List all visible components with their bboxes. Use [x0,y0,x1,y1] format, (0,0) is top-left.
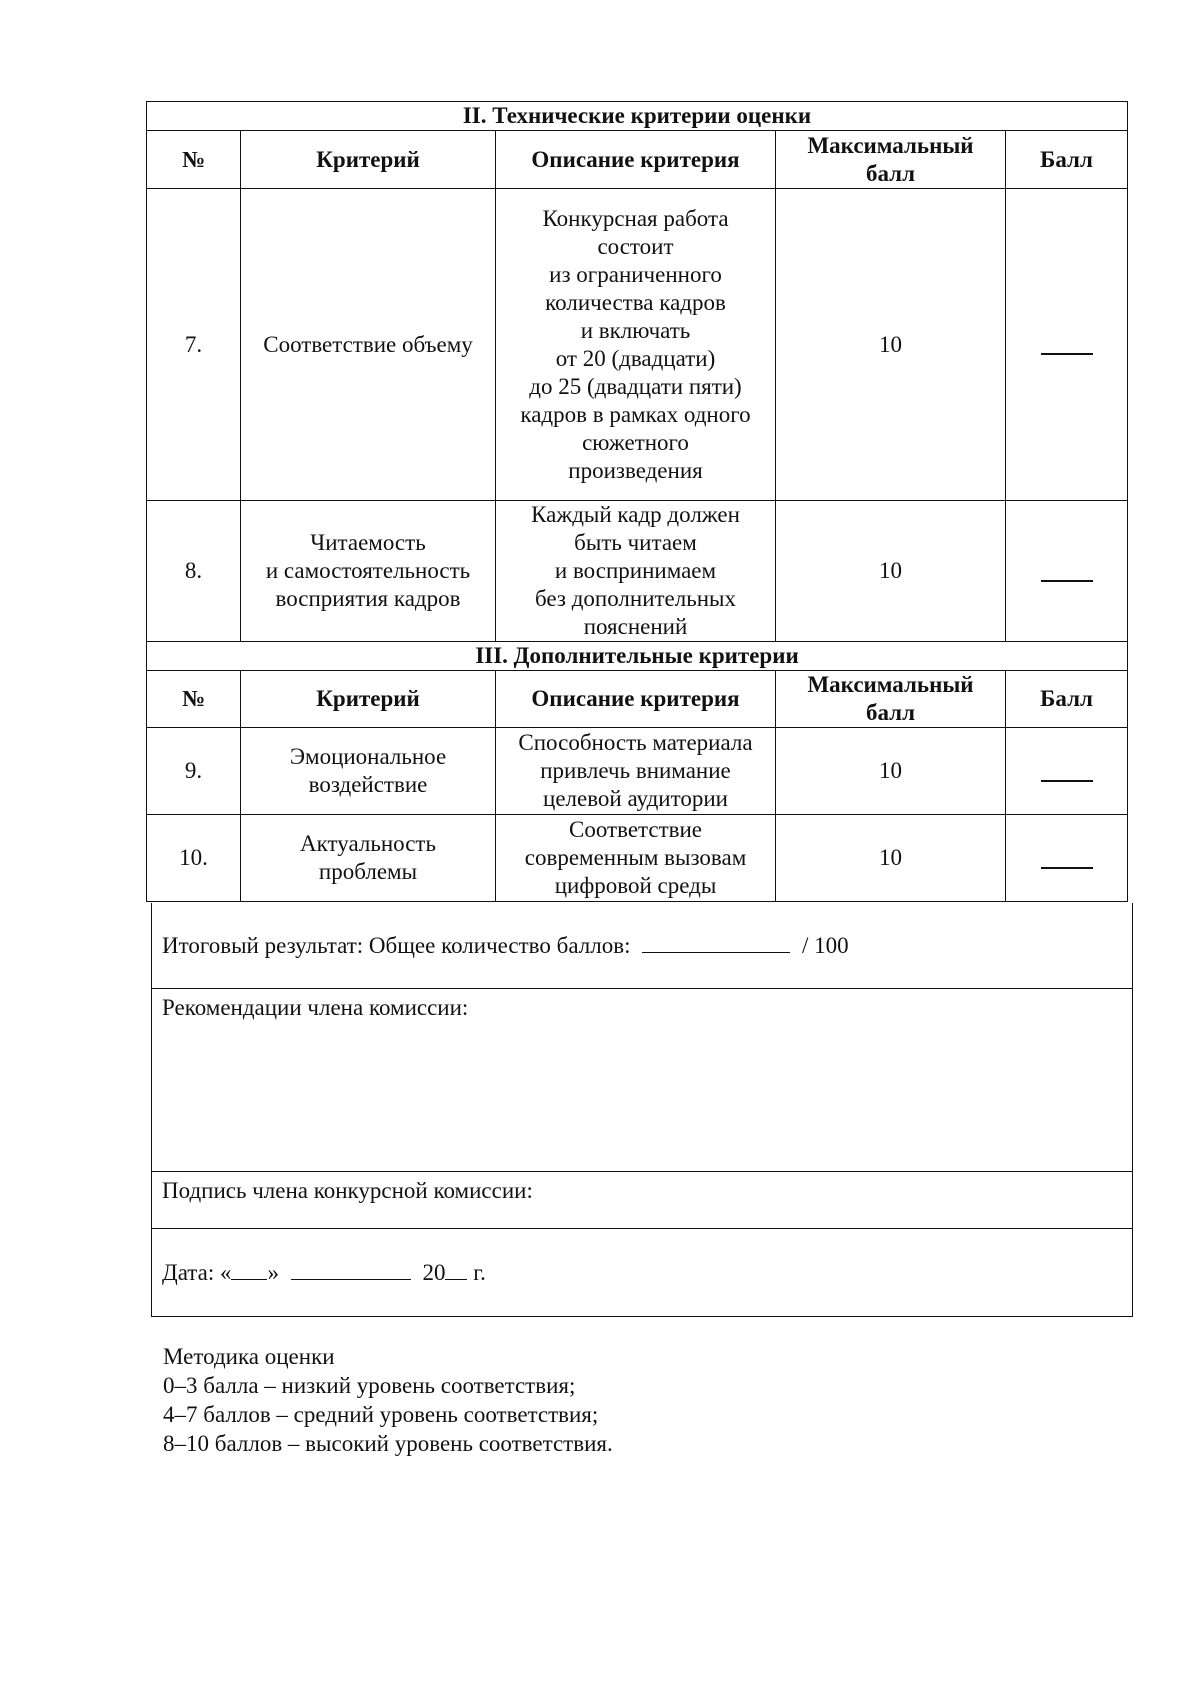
header-score: Балл [1006,671,1128,728]
total-max: / 100 [801,933,849,958]
table-row [147,501,1128,642]
table-row [147,728,1128,815]
score-blank-line [1041,337,1093,355]
date-year-field[interactable] [445,1261,467,1280]
table-row [147,189,1128,501]
score-blank-line [1041,851,1093,869]
row-description: Способность материала привлечь внимание целевой аудитории [496,728,776,815]
recommendations-label: Рекомендации члена комиссии: [162,995,469,1020]
signature-row[interactable] [152,1172,1132,1229]
date-prefix: Дата: « [162,1260,232,1285]
row-description: Конкурсная работа состоит из ограниченного количества кадров и включать от 20 (двадцати) до 25 (двадцати пяти) кадров в рамках одного сюжетного произведения [496,189,776,501]
row-max-score: 10 [776,501,1006,642]
methodology-line: 0–3 балла – низкий уровень соответствия; [163,1373,576,1398]
row-score-blank[interactable] [1006,501,1128,642]
methodology-line: 8–10 баллов – высокий уровень соответствия. [163,1431,613,1456]
total-label: Итоговый результат: Общее количество баллов: [162,933,631,958]
row-num: 7. [147,189,241,501]
header-num: № [147,131,241,189]
date-row [152,1229,1132,1316]
row-criterion: Соответствие объему [241,189,496,501]
row-score-blank[interactable] [1006,189,1128,501]
section-title: III. Дополнительные критерии [147,642,1128,671]
signature-label: Подпись члена конкурсной комиссии: [162,1178,533,1203]
recommendations-row[interactable] [152,989,1132,1172]
row-criterion: Актуальность проблемы [241,815,496,902]
row-description: Каждый кадр должен быть читаем и воспринимаем без дополнительных пояснений [496,501,776,642]
date-year-prefix: 20 [422,1260,446,1285]
score-blank-line [1041,564,1093,582]
methodology-block [163,1342,613,1458]
row-score-blank[interactable] [1006,728,1128,815]
header-description: Описание критерия [496,131,776,189]
header-criterion: Критерий [241,131,496,189]
row-max-score: 10 [776,815,1006,902]
row-max-score: 10 [776,728,1006,815]
date-month-field[interactable] [291,1261,411,1280]
methodology-title: Методика оценки [163,1344,335,1369]
date-close: » [267,1260,279,1285]
total-score-field[interactable] [642,934,790,953]
header-max-score: Максимальный балл [776,671,1006,728]
date-day-field[interactable] [231,1261,267,1280]
score-blank-line [1041,764,1093,782]
technical-criteria-table [146,101,1128,642]
section-title: II. Технические критерии оценки [147,102,1128,131]
total-result-row [152,903,1132,989]
row-num: 9. [147,728,241,815]
header-num: № [147,671,241,728]
row-num: 8. [147,501,241,642]
additional-criteria-table [146,641,1128,902]
summary-box [151,903,1133,1317]
row-num: 10. [147,815,241,902]
row-description: Соответствие современным вызовам цифровой среды [496,815,776,902]
row-criterion: Эмоциональное воздействие [241,728,496,815]
table-row [147,815,1128,902]
row-score-blank[interactable] [1006,815,1128,902]
header-criterion: Критерий [241,671,496,728]
methodology-line: 4–7 баллов – средний уровень соответствия; [163,1402,599,1427]
row-criterion: Читаемость и самостоятельность восприятия кадров [241,501,496,642]
header-description: Описание критерия [496,671,776,728]
header-max-score: Максимальный балл [776,131,1006,189]
date-suffix: г. [473,1260,486,1285]
row-max-score: 10 [776,189,1006,501]
header-score: Балл [1006,131,1128,189]
